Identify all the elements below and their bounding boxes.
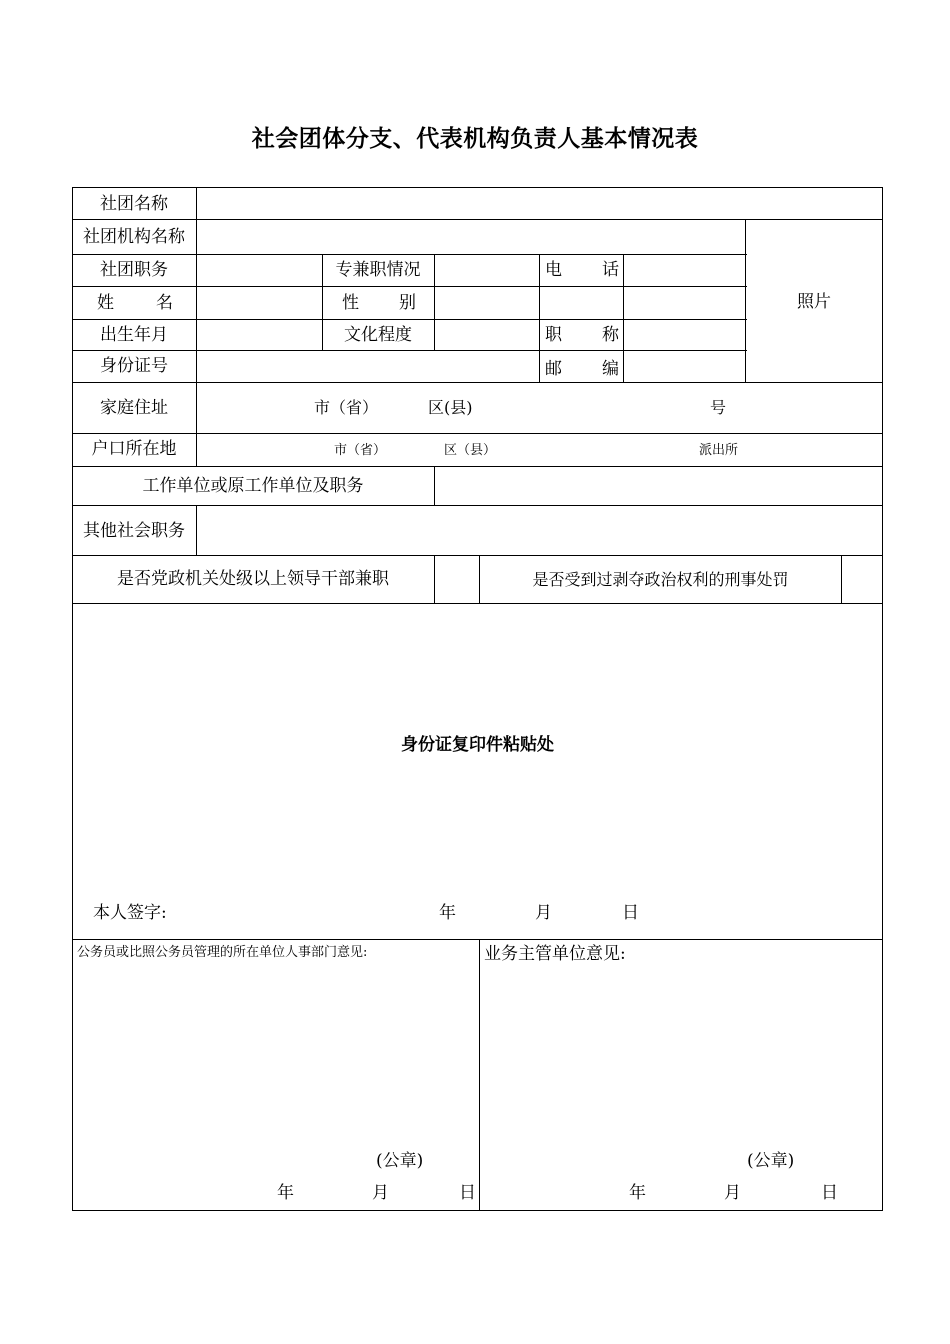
rule [72, 505, 883, 506]
hukou-district-label: 区（县） [444, 443, 497, 458]
rule [72, 603, 883, 604]
rule [479, 939, 480, 1211]
name-label-1: 姓 [97, 293, 114, 313]
supervisor-day-label: 日 [821, 1183, 838, 1203]
rule [434, 555, 435, 604]
hr-day-label: 日 [459, 1183, 476, 1203]
fulltime-label: 专兼职情况 [335, 260, 421, 280]
sign-day-label: 日 [622, 903, 639, 923]
rule [72, 319, 747, 320]
sign-year-label: 年 [439, 903, 456, 923]
postcode-label-2: 编 [602, 359, 619, 379]
other-roles-label: 其他社会职务 [83, 521, 185, 541]
rule [72, 939, 883, 940]
phone-label-1: 电 [545, 260, 562, 280]
seal-left-label: (公章) [376, 1151, 424, 1171]
branch-name-label: 社团机构名称 [83, 227, 185, 247]
hukou-city-label: 市（省） [334, 443, 387, 458]
name-label-2: 名 [156, 293, 173, 313]
supervisor-month-label: 月 [724, 1183, 741, 1203]
photo-label: 照片 [797, 292, 831, 312]
rule [72, 219, 883, 220]
birth-label: 出生年月 [100, 325, 168, 345]
rule [72, 466, 883, 467]
rule [72, 286, 747, 287]
home-address-label: 家庭住址 [100, 398, 168, 418]
rule [623, 254, 624, 383]
hr-year-label: 年 [277, 1183, 294, 1203]
rule [72, 187, 883, 188]
signature-label: 本人签字: [93, 903, 167, 923]
rule [882, 187, 883, 1211]
hukou-police-label: 派出所 [699, 443, 739, 458]
hr-opinion-label: 公务员或比照公务员管理的所在单位人事部门意见: [77, 945, 368, 960]
position-label: 社团职务 [100, 260, 168, 280]
rule [434, 254, 435, 351]
id-number-label: 身份证号 [100, 356, 168, 376]
party-official-label: 是否党政机关处级以上领导干部兼职 [117, 569, 389, 589]
info-form-table [72, 187, 883, 1211]
rule [72, 555, 883, 556]
hr-month-label: 月 [372, 1183, 389, 1203]
rule [196, 505, 197, 556]
id-copy-area-label: 身份证复印件粘贴处 [401, 735, 554, 755]
rule [434, 466, 435, 506]
criminal-record-label: 是否受到过剥夺政治权利的刑事处罚 [532, 570, 789, 589]
home-district-label: 区(县) [428, 398, 473, 417]
gender-label-2: 别 [399, 293, 416, 313]
gender-label-1: 性 [342, 293, 359, 313]
title-label-1: 职 [545, 325, 562, 345]
phone-label-2: 话 [602, 260, 619, 280]
rule [841, 555, 842, 604]
education-label: 文化程度 [344, 325, 412, 345]
sign-month-label: 月 [535, 903, 552, 923]
supervisor-year-label: 年 [629, 1183, 646, 1203]
rule [72, 433, 883, 434]
rule [196, 187, 197, 467]
hukou-label: 户口所在地 [91, 439, 177, 459]
seal-right-label: (公章) [747, 1151, 795, 1171]
rule [539, 254, 540, 383]
supervisor-opinion-label: 业务主管单位意见: [484, 944, 626, 964]
rule [72, 1210, 883, 1211]
work-unit-label: 工作单位或原工作单位及职务 [142, 476, 364, 496]
rule [72, 382, 883, 383]
home-city-label: 市（省） [314, 398, 379, 417]
org-name-label: 社团名称 [100, 194, 168, 214]
postcode-label-1: 邮 [545, 359, 562, 379]
page-title: 社会团体分支、代表机构负责人基本情况表 [251, 125, 699, 152]
title-label-2: 称 [602, 325, 619, 345]
home-number-label: 号 [710, 398, 727, 417]
rule [72, 254, 747, 255]
rule [72, 350, 747, 351]
